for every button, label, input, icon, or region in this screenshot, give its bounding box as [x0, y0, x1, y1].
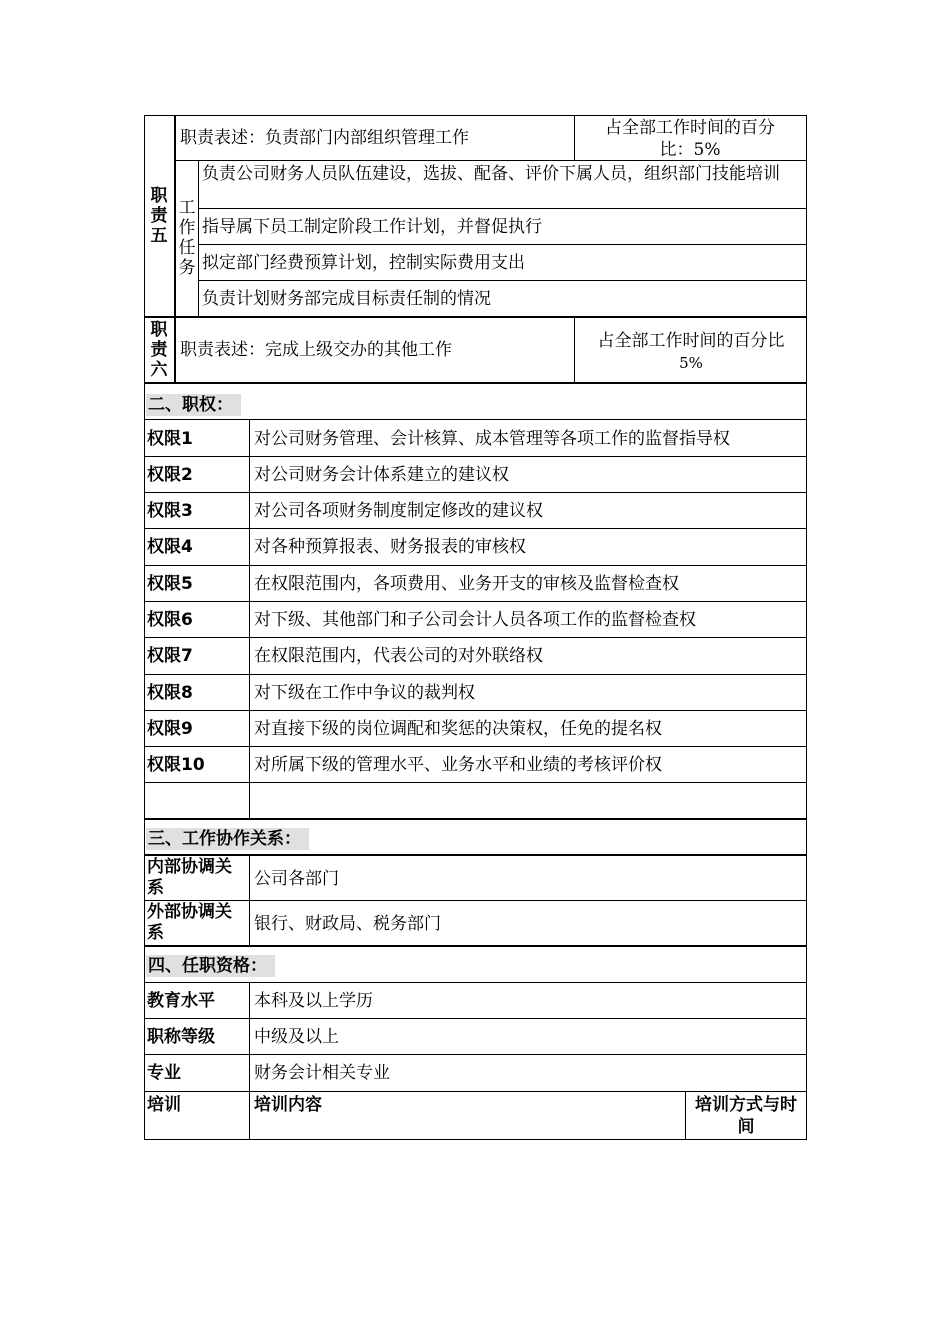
qualification-value: 本科及以上学历	[254, 990, 373, 1011]
authority-name: 权限6	[147, 609, 193, 630]
cooperation-name: 内部协调关系	[147, 857, 232, 898]
duty6-percent-line1: 占全部工作时间的百分比	[597, 331, 785, 351]
rule	[249, 856, 250, 946]
rule	[806, 819, 807, 947]
rule	[249, 983, 250, 1140]
authority-name: 权限4	[147, 537, 193, 557]
rule	[174, 115, 176, 383]
duty6-percent-line2: 5%	[679, 354, 703, 372]
rule	[685, 1092, 686, 1140]
duty6-statement: 职责表述：完成上级交办的其他工作	[180, 340, 452, 360]
authority-name: 权限2	[147, 464, 193, 485]
authority-header: 二、职权：	[146, 394, 241, 416]
authority-name: 权限1	[147, 428, 193, 449]
rule	[806, 115, 807, 383]
rule	[144, 1139, 807, 1140]
training-content-header: 培训内容	[254, 1095, 322, 1115]
duty5-task-label: 工作任务	[178, 198, 196, 278]
authority-desc: 对公司各项财务制度制定修改的建议权	[254, 500, 543, 521]
authority-name: 权限10	[147, 754, 205, 775]
duty5-task: 负责计划财务部完成目标责任制的情况	[202, 288, 491, 309]
cooperation-value: 公司各部门	[254, 868, 339, 889]
rule	[806, 946, 807, 1140]
duty5-task: 负责公司财务人员队伍建设，选拔、配备、评价下属人员，组织部门技能培训	[202, 164, 780, 184]
authority-desc: 对公司财务会计体系建立的建议权	[254, 464, 509, 485]
rule	[144, 819, 145, 947]
authority-desc: 在权限范围内，各项费用、业务开支的审核及监督检查权	[254, 573, 679, 594]
rule	[144, 419, 807, 420]
qualification-name: 教育水平	[147, 990, 215, 1011]
authority-name: 权限9	[147, 718, 193, 739]
authority-desc: 对所属下级的管理水平、业务水平和业绩的考核评价权	[254, 754, 662, 775]
rule	[144, 782, 807, 783]
duty5-statement: 职责表述：负责部门内部组织管理工作	[180, 128, 469, 148]
rule	[144, 115, 145, 383]
qualification-name: 专业	[147, 1063, 181, 1083]
cooperation-value: 银行、财政局、税务部门	[254, 913, 441, 934]
qualification-value: 中级及以上	[254, 1026, 339, 1047]
authority-desc: 对直接下级的岗位调配和奖惩的决策权，任免的提名权	[254, 718, 662, 739]
rule	[574, 115, 575, 160]
rule	[144, 382, 807, 384]
cooperation-name: 外部协调关系	[147, 902, 232, 943]
authority-desc: 对各种预算报表、财务报表的审核权	[254, 537, 526, 557]
qualification-value: 财务会计相关专业	[254, 1063, 390, 1083]
rule	[144, 818, 807, 820]
authority-name: 权限5	[147, 573, 193, 594]
training-method-header: 培训方式与时间	[695, 1095, 797, 1137]
rule	[144, 1091, 807, 1092]
authority-desc: 对下级在工作中争议的裁判权	[254, 682, 475, 703]
authority-name: 权限8	[147, 682, 193, 703]
rule	[574, 317, 575, 383]
duty5-task: 拟定部门经费预算计划，控制实际费用支出	[202, 252, 525, 273]
authority-desc: 在权限范围内，代表公司的对外联络权	[254, 646, 543, 666]
authority-name: 权限7	[147, 646, 193, 666]
duty6-label: 职责六	[150, 320, 168, 380]
authority-name: 权限3	[147, 500, 193, 521]
duty5-percent: 占全部工作时间的百分比：5%	[605, 118, 775, 160]
rule	[144, 946, 145, 1140]
training-label: 培训	[147, 1095, 181, 1115]
authority-desc: 对下级、其他部门和子公司会计人员各项工作的监督检查权	[254, 609, 696, 630]
rule	[144, 854, 807, 856]
rule	[198, 160, 199, 317]
duty5-task: 指导属下员工制定阶段工作计划，并督促执行	[202, 216, 542, 237]
qualification-header: 四、任职资格：	[146, 955, 275, 977]
duty5-label: 职责五	[150, 186, 168, 246]
cooperation-header: 三、工作协作关系：	[146, 828, 309, 850]
qualification-name: 职称等级	[147, 1026, 215, 1047]
rule	[249, 420, 250, 818]
authority-desc: 对公司财务管理、会计核算、成本管理等各项工作的监督指导权	[254, 428, 730, 449]
